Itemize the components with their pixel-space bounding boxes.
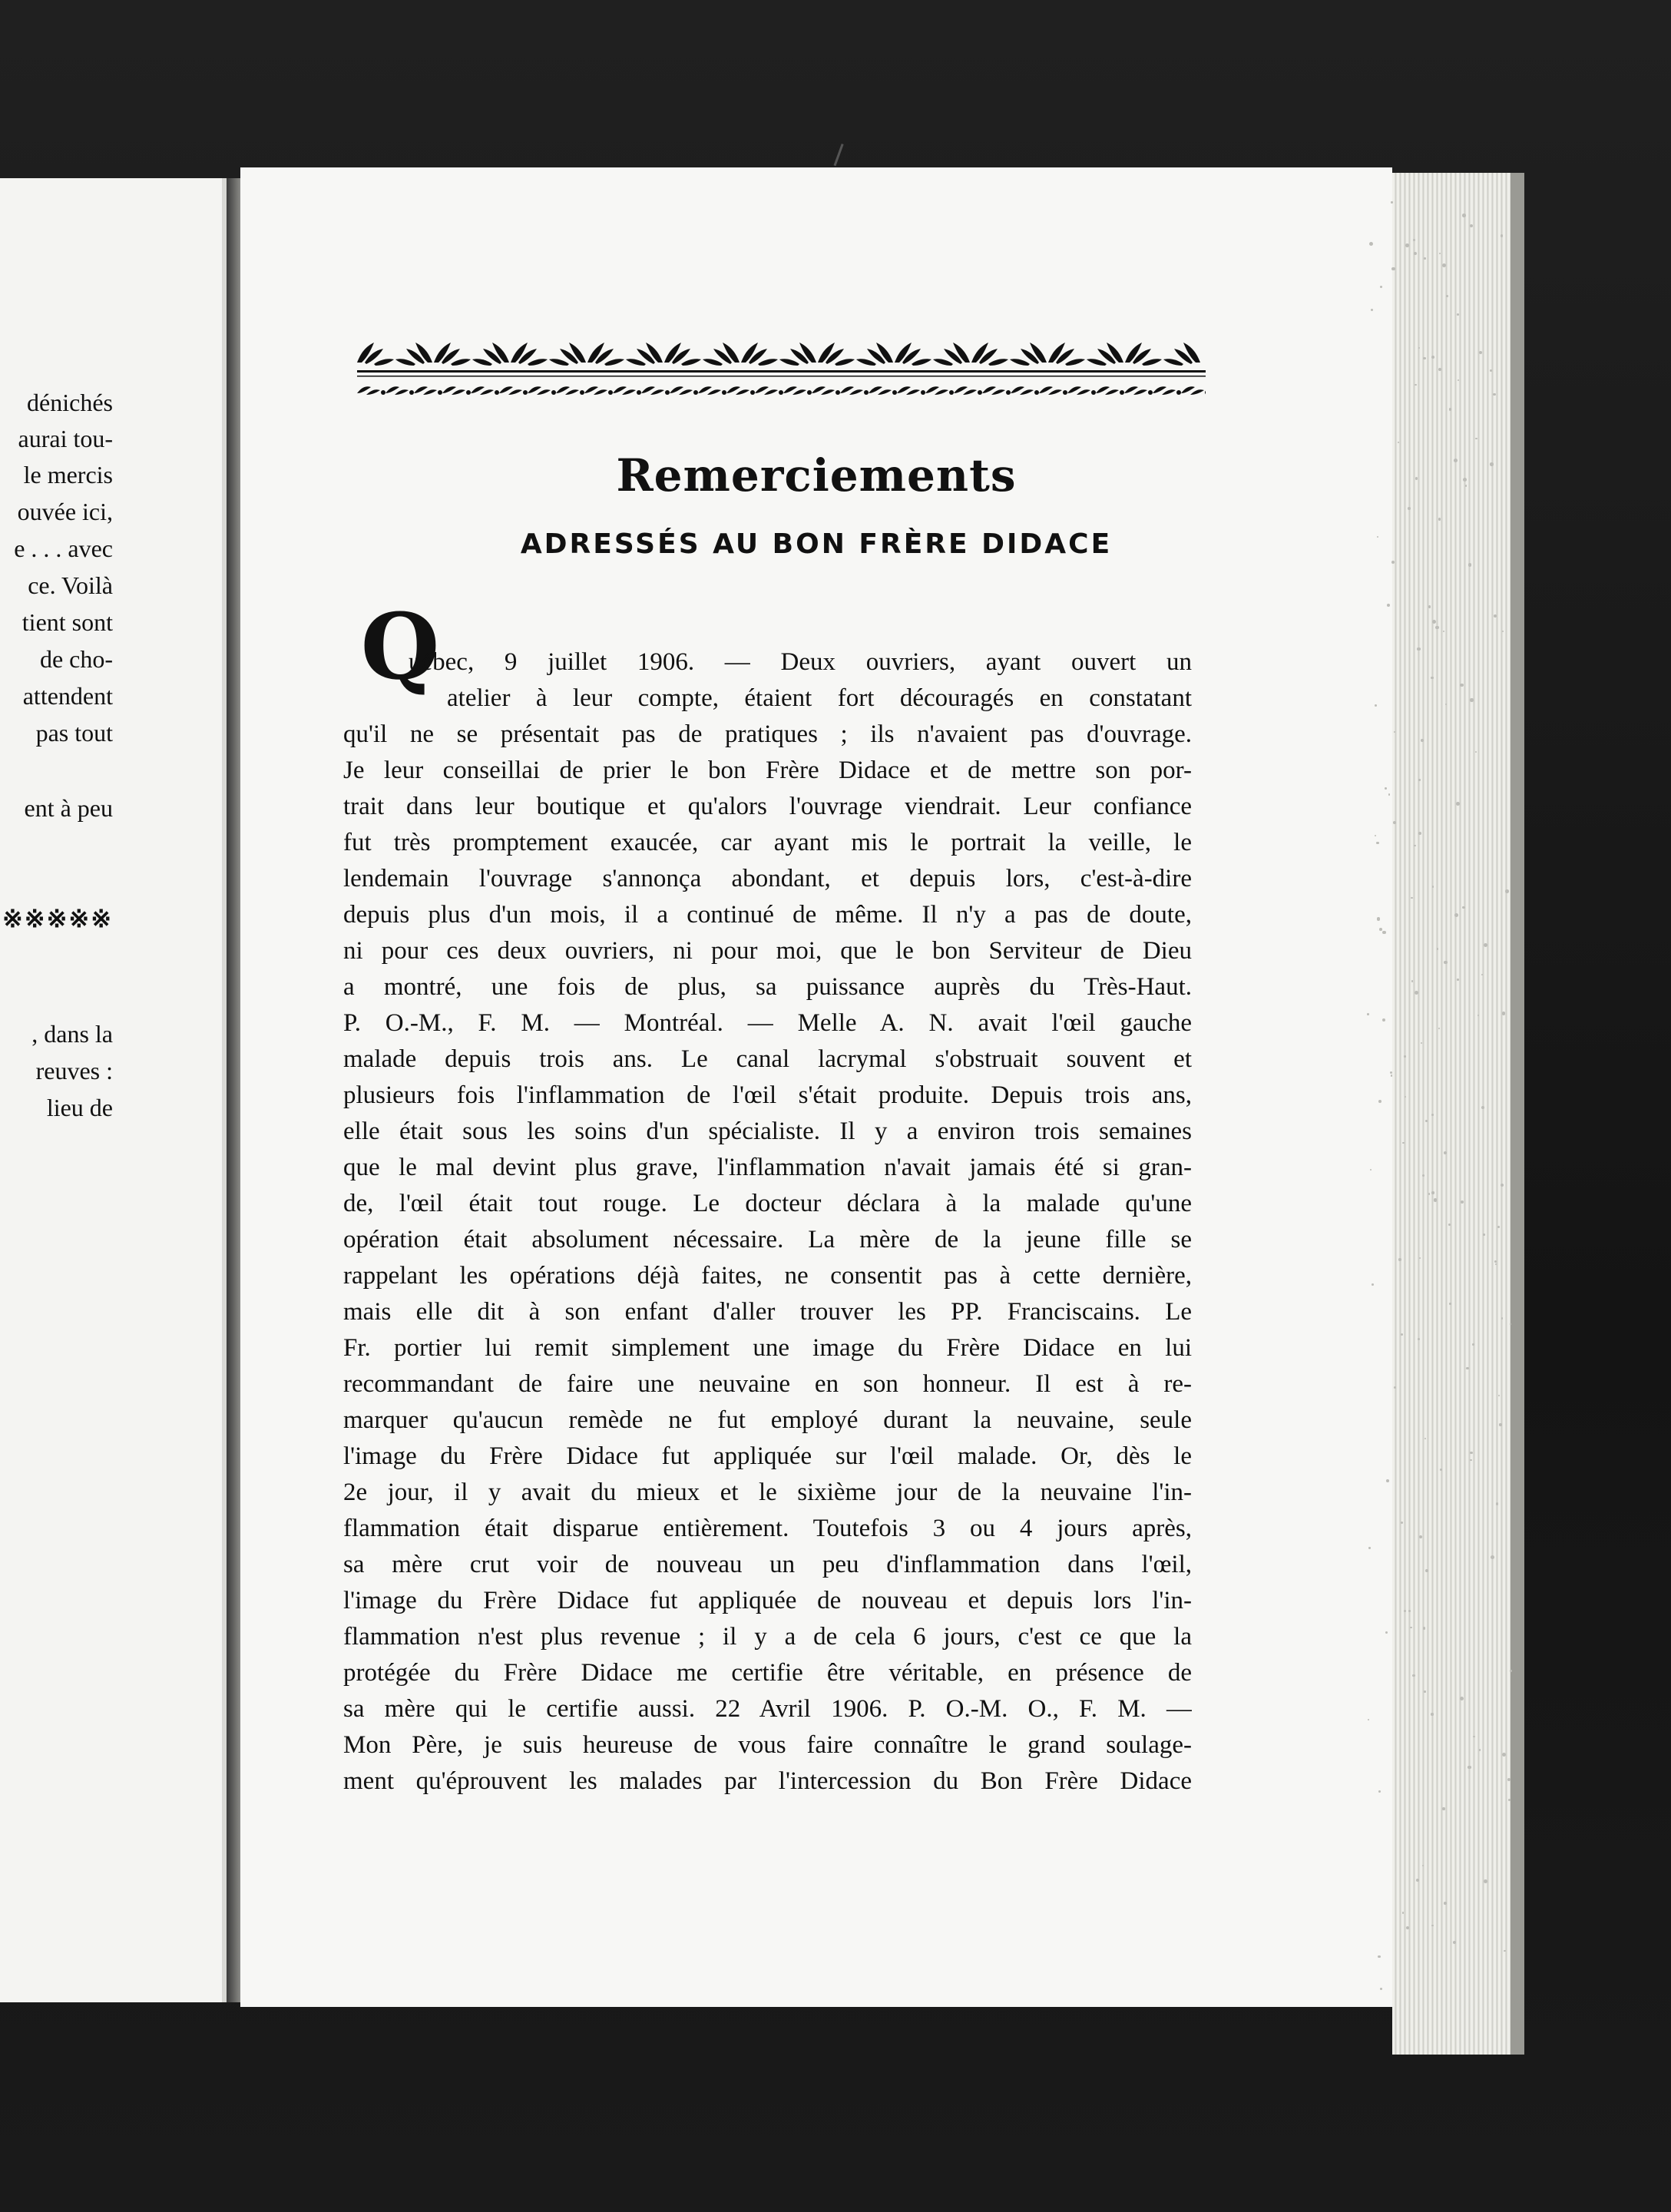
scan-speck [1414,845,1415,846]
left-page-line: dénichés [27,389,113,416]
headpiece-twig [982,386,1011,395]
headpiece-twig [1067,386,1096,395]
scan-speck [1424,1690,1425,1692]
scan-speck [1440,1469,1442,1471]
headpiece-leaf [587,343,624,366]
scan-speck [1434,1198,1437,1201]
headpiece-leaf [741,343,778,366]
scan-speck [1479,351,1482,354]
left-page-line: de cho- [39,645,113,673]
body-line: 2e jour, il y avait du mieux et le sixième jour de la neuvaine l'in- [343,1479,1192,1506]
drop-cap-letter: Q [360,593,440,700]
headpiece-leaf [933,343,970,366]
scan-speck [1372,1283,1374,1286]
headpiece-twig [670,386,698,395]
headpiece-leaf [895,343,931,366]
body-line: atelier à leur compte, étaient fort découragés en constatant [447,684,1192,712]
body-line: ni pour ces deux ouvriers, ni pour moi, que le bon Serviteur de Dieu [343,937,1192,965]
headpiece-twig [528,386,556,395]
scan-speck [1418,832,1421,835]
body-line: Je leur conseillai de prier le bon Frère Didace et de mettre son por- [343,757,1192,784]
scan-speck [1457,979,1459,981]
headpiece-leaf [703,343,740,366]
scan-speck [1454,459,1458,462]
scan-speck [1404,1055,1405,1057]
scan-speck [1431,1191,1434,1194]
scan-speck [1376,842,1378,844]
headpiece-twig [812,386,840,395]
scan-speck [1415,477,1418,480]
scan-speck [1391,1075,1392,1076]
headpiece-leaf [626,343,663,366]
scan-speck [1449,1303,1451,1305]
headpiece-twig [414,386,442,395]
headpiece-twig [641,386,670,395]
headpiece-twig [471,386,499,395]
headpiece-twig [385,386,414,395]
body-line: opération était absolument nécessaire. La mère de la jeune fille se [343,1226,1192,1253]
scan-speck [1424,257,1426,260]
headpiece-leaf [434,343,471,366]
body-line: malade depuis trois ans. Le canal lacrymal s'obstruait souvent et [343,1045,1192,1073]
scan-speck [1428,1193,1431,1195]
scan-speck [1445,704,1447,705]
headpiece-leaf [357,343,394,366]
headpiece-leaf [395,343,432,366]
headpiece-twig [357,386,385,395]
scan-speck [1419,1535,1422,1538]
headpiece-leaf [818,343,855,366]
scan-speck [1391,201,1392,203]
headpiece-twig [1124,386,1153,395]
scan-speck [1418,779,1421,781]
headpiece-leaf [856,343,893,366]
scan-speck [1490,462,1493,465]
scan-speck [1494,1260,1497,1263]
scan-speck [1468,563,1471,566]
scan-speck [1437,948,1438,949]
headpiece-leaf [1087,343,1123,366]
left-page-line: , dans la [31,1020,113,1048]
body-line: rappelant les opérations déjà faites, ne consentit pas à cette dernière, [343,1262,1192,1290]
scan-speck [1470,698,1473,701]
body-line: uébec, 9 juillet 1906. — Deux ouvriers, ayant ouvert un [409,648,1192,676]
scan-speck [1385,787,1387,790]
scan-speck [1398,1258,1401,1261]
headpiece-leaf [1163,343,1200,366]
scan-speck [1460,684,1463,687]
left-page-line: pas tout [35,719,113,747]
left-page-ornament: ※※※※※ [2,905,113,932]
headpiece-twig [1039,386,1067,395]
headpiece-twig [869,386,897,395]
scan-speck [1411,980,1413,982]
scan-speck [1431,677,1433,679]
page-title: Remerciements [616,449,1017,502]
headpiece-twig [613,386,641,395]
scan-speck [1394,731,1395,733]
scan-speck [1431,1713,1433,1715]
scan-speck [1443,631,1444,632]
scan-speck [1472,1343,1474,1346]
headpiece-leaf [1125,343,1162,366]
scan-speck [1367,1013,1369,1015]
scan-speck [1382,1018,1385,1022]
body-line: qu'il ne se présentait pas de pratiques ; ils n'avaient pas d'ouvrage. [343,720,1192,748]
headpiece-twig [925,386,954,395]
headpiece-twig [1096,386,1124,395]
scan-speck [1462,214,1466,217]
headpiece-twig [783,386,812,395]
headpiece-twig [499,386,528,395]
scan-speck [1432,620,1436,624]
scan-speck [1490,369,1492,372]
headpiece-leaf [971,343,1008,366]
scan-speck [1502,1012,1505,1015]
body-line: fut très promptement exaucée, car ayant mis le portrait la veille, le [343,829,1192,856]
body-line: P. O.-M., F. M. — Montréal. — Melle A. N. avait l'œil gauche [343,1009,1192,1037]
headpiece-twig [1011,386,1039,395]
headpiece-leaf [549,343,586,366]
left-page-line: lieu de [46,1094,113,1121]
scan-speck [1387,604,1390,607]
page-block-edges [1392,173,1524,2055]
headpiece-twig [584,386,613,395]
scan-speck [1412,1674,1415,1677]
scan-speck [1496,1502,1498,1505]
scan-speck [1484,1879,1487,1883]
headpiece-twig [698,386,726,395]
headpiece-twig [442,386,471,395]
body-line: depuis plus d'un mois, il a continué de même. Il n'y a pas de doute, [343,901,1192,929]
headpiece-leaf [511,343,548,366]
scan-speck [1444,1902,1447,1905]
scan-speck [1442,1807,1444,1810]
body-line: ment qu'éprouvent les malades par l'intercession du Bon Frère Didace [343,1767,1192,1795]
page-block-shadow [1511,173,1524,2055]
body-line: trait dans leur boutique et qu'alors l'ouvrage viendrait. Leur confiance [343,793,1192,820]
scan-speck [1493,393,1495,396]
previous-page [0,178,227,2002]
left-page-line: reuves : [35,1057,113,1084]
scan-speck [1378,1100,1381,1103]
headpiece-twig [897,386,925,395]
body-line: marquer qu'aucun remède ne fut employé durant la neuvaine, seule [343,1406,1192,1434]
left-page-line: attendent [22,682,113,710]
scan-speck [1428,605,1431,608]
headpiece-leaf [472,343,509,366]
body-line: elle était sous les soins d'un spécialiste. Il y a environ trois semaines [343,1118,1192,1145]
scan-speck [1510,1670,1512,1672]
body-line: Mon Père, je suis heureuse de vous faire connaître le grand soulage- [343,1731,1192,1759]
left-page-line: e . . . avec [14,535,113,562]
scan-speck [1369,242,1373,246]
scan-speck [1422,1174,1424,1177]
scan-speck [1415,991,1418,995]
body-line: Fr. portier lui remit simplement une image du Frère Didace en lui [343,1334,1192,1362]
body-line: recommandant de faire une neuvaine en son honneur. Il est à re- [343,1370,1192,1398]
scan-speck [1442,263,1446,267]
scan-speck [1415,384,1416,386]
scan-speck [1378,1955,1380,1958]
scan-speck [1423,1627,1425,1629]
scan-speck [1505,889,1509,893]
headpiece-twig [556,386,584,395]
scan-speck [1382,931,1386,935]
scan-speck [1499,1423,1501,1426]
scan-speck [1391,267,1395,270]
scan-speck [1386,1479,1389,1482]
headpiece-twig [840,386,869,395]
headpiece-twig [755,386,783,395]
scan-speck [1448,1224,1451,1226]
body-line: de, l'œil était tout rouge. Le docteur déclara à la malade qu'une [343,1190,1192,1217]
scan-speck [1431,1925,1433,1926]
book-gutter [227,178,240,2002]
scan-speck [1454,913,1458,917]
scan-speck [1470,1459,1471,1461]
scan-speck [1406,1926,1409,1929]
left-page-line: ouvée ici, [17,498,113,525]
headpiece-twig [954,386,982,395]
body-line: protégée du Frère Didace me certifie être véritable, en présence de [343,1659,1192,1687]
headpiece-ornament [357,336,1206,402]
body-line: sa mère crut voir de nouveau un peu d'inflammation dans l'œil, [343,1551,1192,1578]
body-line: lendemain l'ouvrage s'annonça abondant, et depuis lors, c'est-à-dire [343,865,1192,892]
page-subtitle: ADRESSÉS AU BON FRÈRE DIDACE [520,528,1113,560]
scan-speck [1458,379,1459,381]
scan-speck [1457,313,1459,316]
body-line: a montré, une fois de plus, sa puissance auprès du Très-Haut. [343,973,1192,1001]
left-page-line: le mercis [23,461,113,488]
headpiece-leaf [779,343,816,366]
scan-speck [1456,802,1460,806]
scan-speck [1368,1547,1370,1548]
scan-speck [1502,1753,1506,1757]
scan-speck [1507,1778,1511,1781]
scan-speck [1432,886,1434,887]
body-line: plusieurs fois l'inflammation de l'œil s'était produite. Depuis trois ans, [343,1081,1192,1109]
body-line: flammation était disparue entièrement. Toutefois 3 ou 4 jours après, [343,1515,1192,1542]
body-line: sa mère qui le certifie aussi. 22 Avril 1906. P. O.-M. O., F. M. — [343,1695,1192,1723]
body-line: mais elle dit à son enfant d'aller trouver les PP. Franciscains. Le [343,1298,1192,1326]
headpiece-leaf [1048,343,1085,366]
left-page-line: ent à peu [24,794,113,822]
left-page-line: ce. Voilà [28,571,113,599]
scan-speck [1438,1028,1440,1029]
scan-speck [1378,1790,1381,1793]
headpiece-leaf [664,343,701,366]
body-line: l'image du Frère Didace fut appliquée sur l'œil malade. Or, dès le [343,1442,1192,1470]
scan-speck [1468,1766,1471,1770]
body-line: l'image du Frère Didace fut appliquée de nouveau et depuis lors l'in- [343,1587,1192,1614]
body-line: flammation n'est plus revenue ; il y a de cela 6 jours, c'est ce que la [343,1623,1192,1651]
headpiece-twig [1153,386,1181,395]
scan-speck [1438,518,1441,521]
left-page-line: aurai tou- [18,425,113,452]
body-line: que le mal devint plus grave, l'inflammation n'avait jamais été si gran- [343,1154,1192,1181]
scan-speck [1405,243,1409,247]
scan-speck [1431,1114,1434,1116]
scan-speck [1483,1233,1485,1236]
scan-speck [1470,1452,1473,1455]
headpiece-twig [1181,386,1206,395]
scan-speck [1460,1697,1464,1700]
scan-speck [1377,917,1380,920]
left-page-line: tient sont [22,608,113,636]
headpiece-twig [726,386,755,395]
scan-speck [1477,1015,1479,1016]
scan-speck [1449,408,1451,410]
scan-speck [1501,1317,1503,1319]
headpiece-leaf [1010,343,1047,366]
